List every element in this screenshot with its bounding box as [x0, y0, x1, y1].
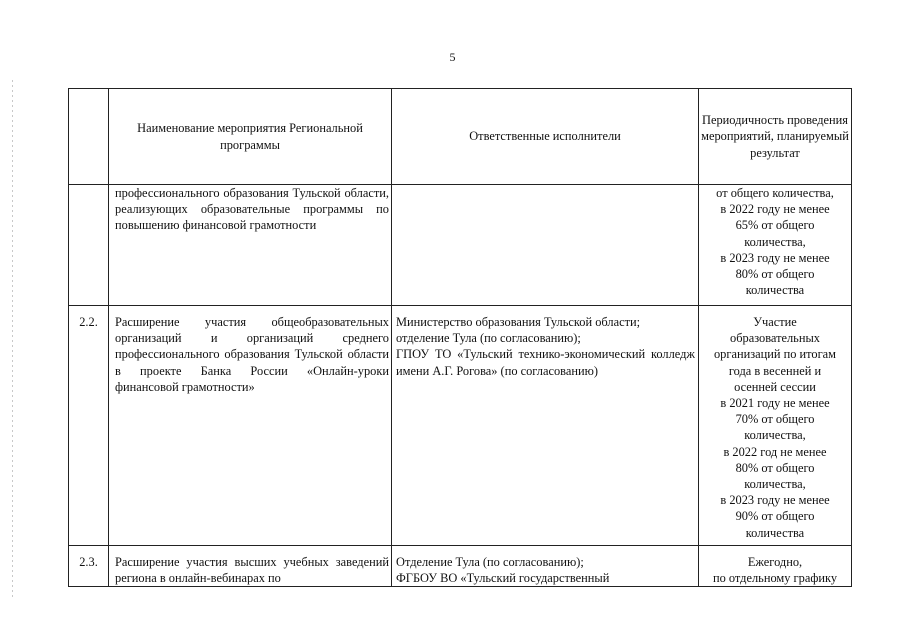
period-line: осенней сессии [734, 379, 816, 394]
period-line: Ежегодно, [747, 555, 803, 569]
period-line: в 2023 году не менее [720, 493, 830, 508]
responsible-line: Министерство образования Тульской области; [396, 315, 641, 329]
period-line: количества, [744, 428, 806, 443]
row-name: Расширение участия общеобразовательных организаций и организаций среднего профессионального образования Тульской области в проекте Банка России «Онлайн-уроки финансовой грамотности» [109, 306, 392, 546]
period-line: количества [745, 525, 805, 540]
responsible-line: отделение Тула (по согласованию); [396, 331, 581, 346]
row-responsible [392, 546, 699, 587]
row-name: Расширение участия высших учебных заведений региона в онлайн-вебинарах по [109, 546, 392, 587]
period-line: образовательных [730, 331, 820, 346]
period-line: в 2022 год не менее [723, 444, 827, 459]
row-num [69, 185, 109, 306]
table-header-row [69, 89, 852, 185]
period-line: Участие [753, 315, 797, 329]
row-num: 2.3. [69, 546, 109, 587]
period-line: 80% от общего [735, 460, 815, 475]
program-table [68, 88, 852, 587]
row-period [699, 185, 852, 306]
row-responsible [392, 306, 699, 546]
responsible-line: Отделение Тула (по согласованию); [396, 555, 584, 569]
scan-artifact-left [12, 80, 13, 600]
header-responsible: Ответственные исполнители [392, 89, 699, 185]
table-row [69, 546, 852, 587]
responsible-line: ФГБОУ ВО «Тульский государственный [396, 571, 610, 586]
period-line: 80% от общего [735, 267, 815, 282]
period-line: от общего количества, [716, 186, 834, 200]
period-line: по отдельному графику [712, 571, 838, 586]
responsible-line: ГПОУ ТО «Тульский технико-экономический колледж имени А.Г. Рогова» (по согласованию) [396, 347, 695, 378]
row-period [699, 306, 852, 546]
header-name: Наименование мероприятия Региональной программы [109, 89, 392, 185]
period-line: количества [745, 283, 805, 298]
period-line: 90% от общего [735, 509, 815, 524]
row-period [699, 546, 852, 587]
period-line: организаций по итогам [713, 347, 837, 362]
period-line: в 2023 году не менее [720, 250, 830, 265]
table-row [69, 185, 852, 306]
period-line: количества, [744, 477, 806, 492]
row-num: 2.2. [69, 306, 109, 546]
period-line: в 2022 году не менее [720, 202, 830, 217]
period-line: 70% от общего [735, 412, 815, 427]
row-name: профессионального образования Тульской области, реализующих образовательные программы по повышению финансовой грамотности [109, 185, 392, 306]
period-line: в 2021 году не менее [720, 396, 830, 411]
period-line: количества, [744, 234, 806, 249]
header-period: Периодичность проведения мероприятий, планируемый результат [699, 89, 852, 185]
table-row [69, 306, 852, 546]
row-responsible [392, 185, 699, 306]
period-line: года в весенней и [728, 363, 822, 378]
page-number: 5 [449, 50, 456, 64]
period-line: 65% от общего [735, 218, 815, 233]
header-num [69, 89, 109, 185]
